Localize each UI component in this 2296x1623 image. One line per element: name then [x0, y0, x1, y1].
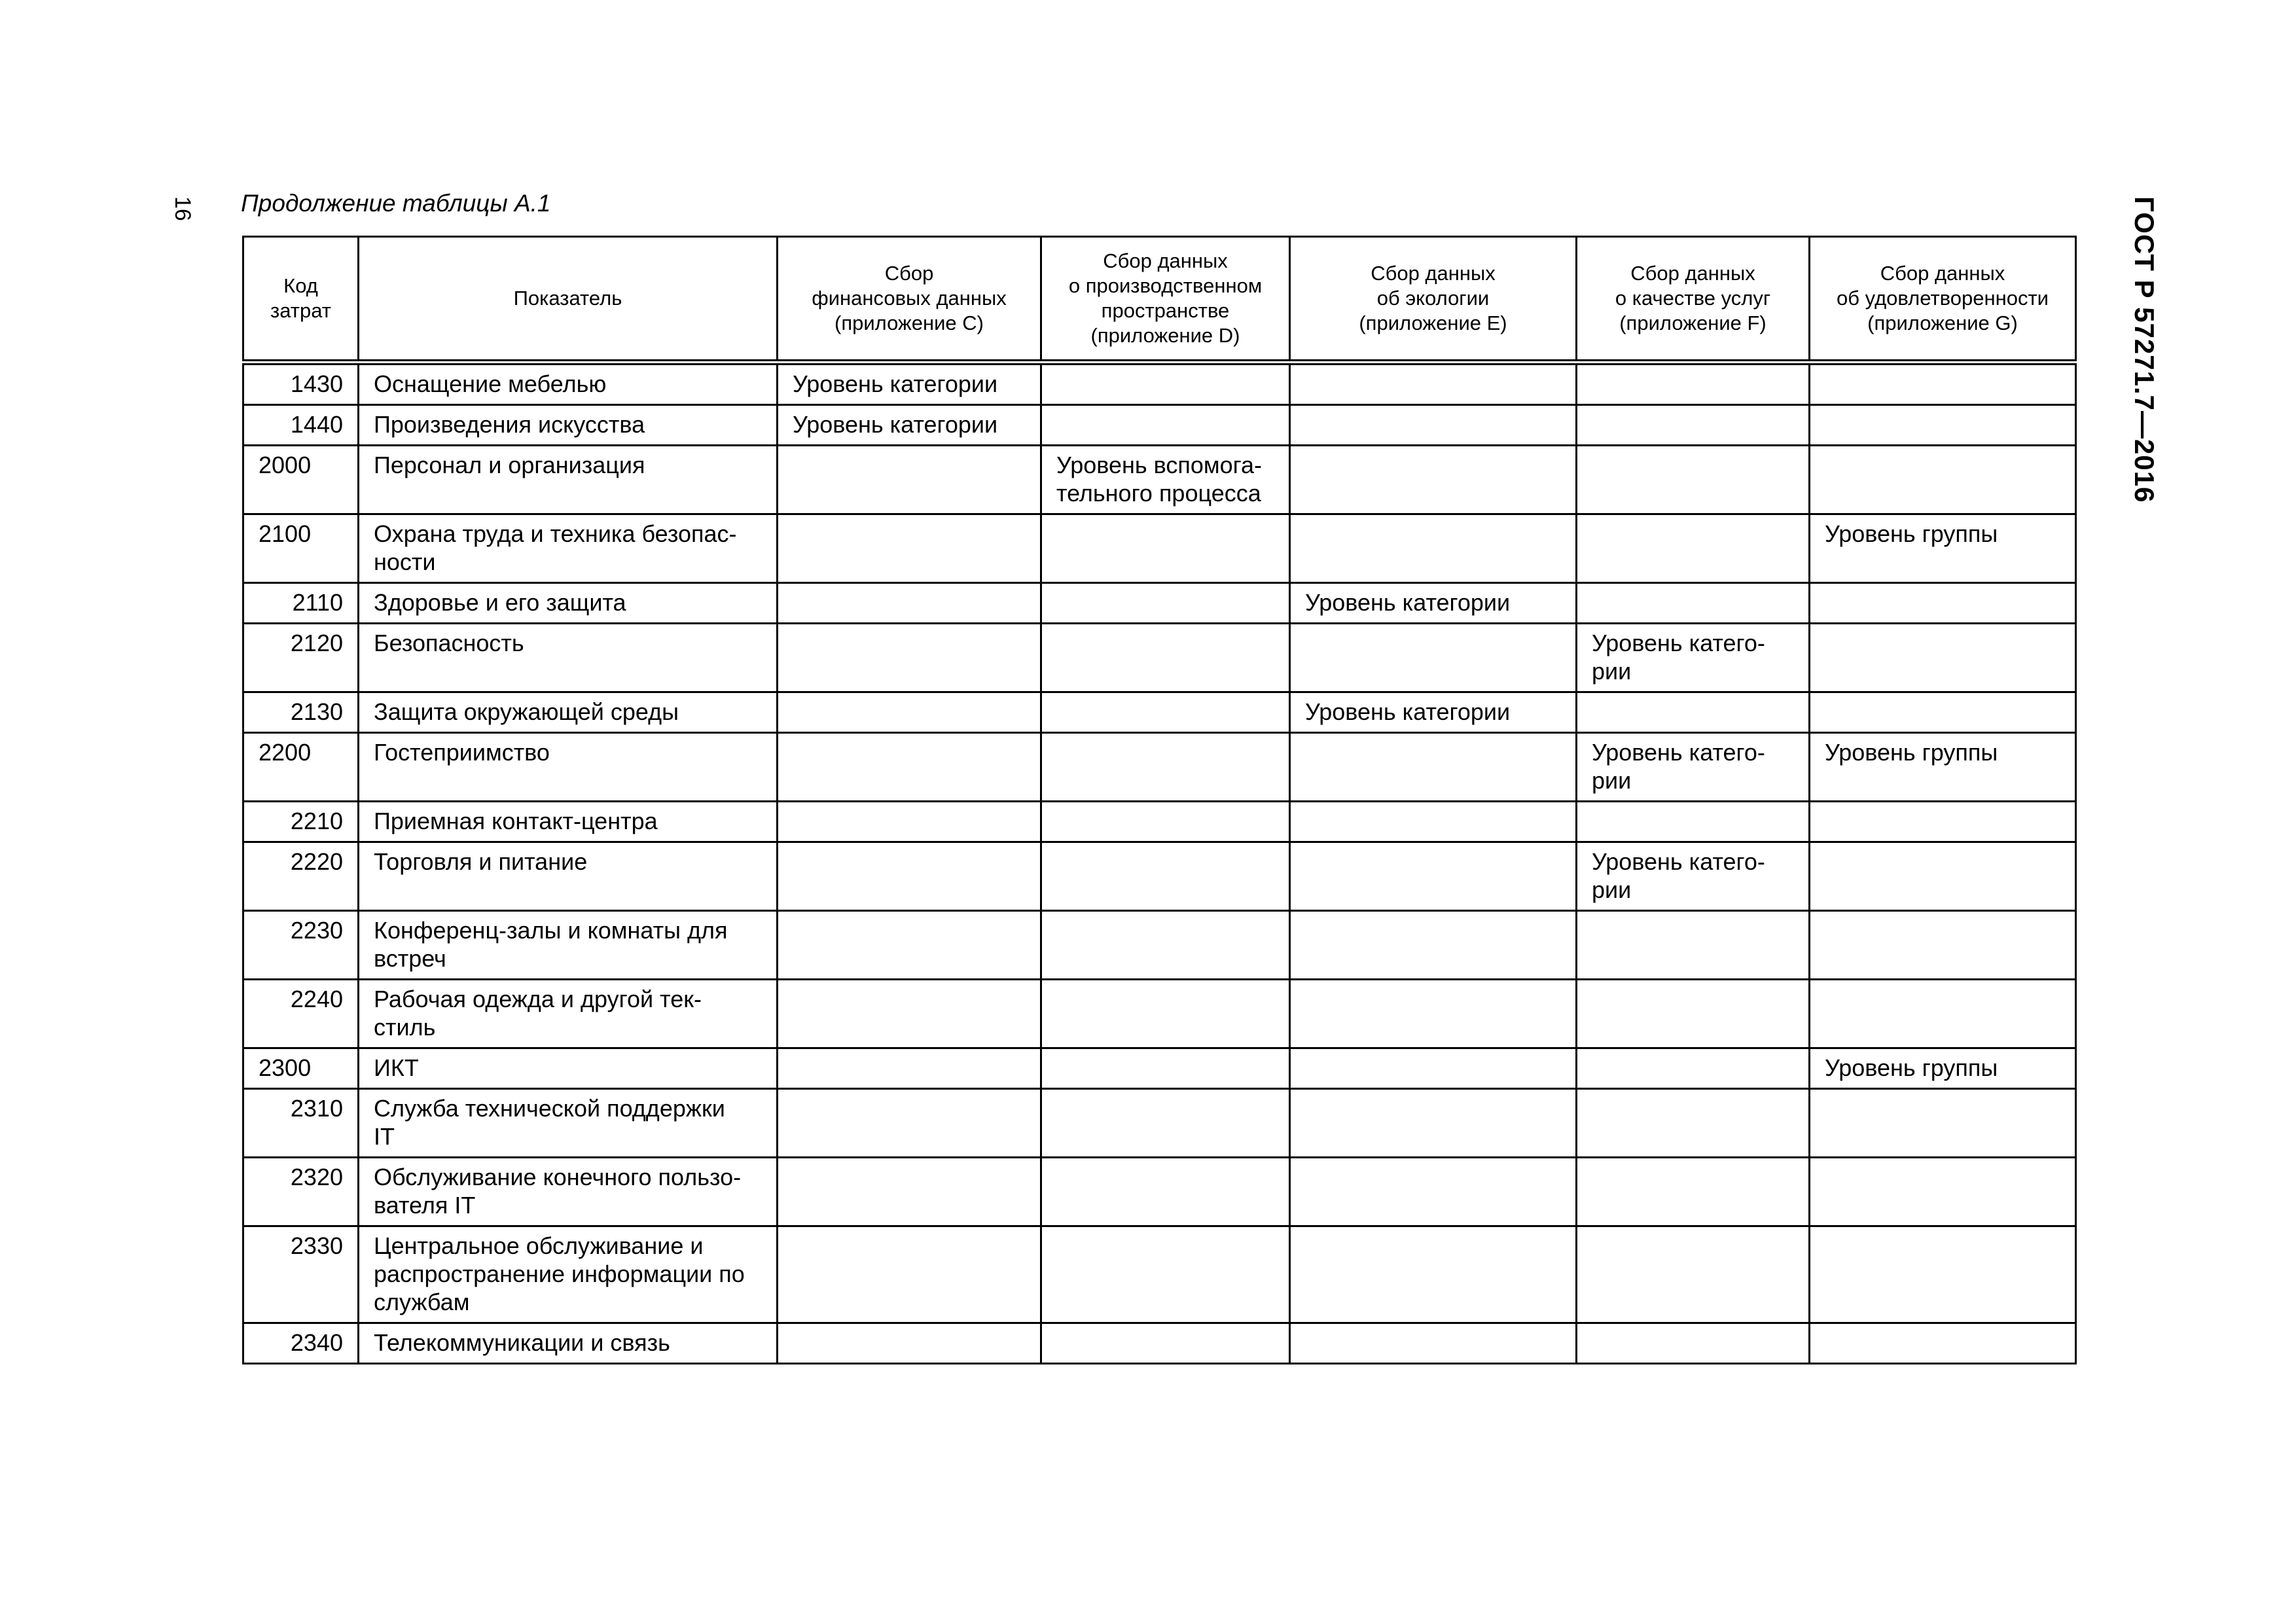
cell-satisfaction: Уровень группы	[1810, 514, 2076, 583]
cell-ecology	[1290, 802, 1577, 842]
cell-quality	[1577, 980, 1810, 1048]
page-number: 16	[170, 196, 195, 221]
cell-financial	[778, 624, 1041, 692]
cell-indicator: Охрана труда и техника безопас- ности	[359, 514, 778, 583]
cell-indicator: Телекоммуникации и связь	[359, 1323, 778, 1364]
cell-financial	[778, 583, 1041, 624]
cell-financial	[778, 1158, 1041, 1226]
cell-financial	[778, 514, 1041, 583]
table-caption: Продолжение таблицы А.1	[241, 190, 551, 217]
cell-quality	[1577, 1048, 1810, 1089]
cell-ecology	[1290, 1323, 1577, 1364]
table-row	[243, 733, 2076, 802]
cell-ecology	[1290, 624, 1577, 692]
table-row	[243, 980, 2076, 1048]
cell-quality	[1577, 1323, 1810, 1364]
cell-code: 2220	[243, 842, 359, 911]
cell-space	[1041, 692, 1290, 733]
cell-code: 1440	[243, 405, 359, 446]
cell-quality	[1577, 514, 1810, 583]
table-row	[243, 692, 2076, 733]
table-row	[243, 1226, 2076, 1323]
table-row	[243, 363, 2076, 405]
cell-quality: Уровень катего- рии	[1577, 624, 1810, 692]
cell-code: 2210	[243, 802, 359, 842]
cell-satisfaction	[1810, 405, 2076, 446]
cell-quality: Уровень катего- рии	[1577, 733, 1810, 802]
table-row	[243, 802, 2076, 842]
cell-indicator: Конференц-залы и комнаты для встреч	[359, 911, 778, 980]
cell-code: 2000	[243, 446, 359, 514]
cell-space: Уровень вспомога- тельного процесса	[1041, 446, 1290, 514]
header-financial-data: Сбор финансовых данных (приложение С)	[778, 237, 1041, 363]
cell-space	[1041, 911, 1290, 980]
cell-satisfaction	[1810, 911, 2076, 980]
table-row	[243, 1048, 2076, 1089]
cell-satisfaction	[1810, 1089, 2076, 1158]
cell-code: 2310	[243, 1089, 359, 1158]
cell-indicator: Защита окружающей среды	[359, 692, 778, 733]
cell-financial	[778, 1089, 1041, 1158]
cell-financial: Уровень категории	[778, 405, 1041, 446]
cell-indicator: Обслуживание конечного пользо- вателя IT	[359, 1158, 778, 1226]
table-row	[243, 446, 2076, 514]
cell-ecology	[1290, 446, 1577, 514]
cell-space	[1041, 802, 1290, 842]
cell-code: 2340	[243, 1323, 359, 1364]
cell-space	[1041, 842, 1290, 911]
cell-financial	[778, 1226, 1041, 1323]
cell-indicator: Здоровье и его защита	[359, 583, 778, 624]
cell-code: 2230	[243, 911, 359, 980]
cell-financial	[778, 1048, 1041, 1089]
cell-quality	[1577, 1089, 1810, 1158]
cell-ecology	[1290, 911, 1577, 980]
cell-indicator: Произведения искусства	[359, 405, 778, 446]
cell-space	[1041, 405, 1290, 446]
cell-indicator: ИКТ	[359, 1048, 778, 1089]
cell-satisfaction	[1810, 1226, 2076, 1323]
table-row	[243, 911, 2076, 980]
cell-space	[1041, 363, 1290, 405]
cell-indicator: Центральное обслуживание и распространение информации по службам	[359, 1226, 778, 1323]
header-space-data: Сбор данных о производственном пространстве (приложение D)	[1041, 237, 1290, 363]
cell-space	[1041, 1089, 1290, 1158]
standard-designation: ГОСТ Р 57271.7—2016	[2129, 196, 2160, 503]
table-row	[243, 1323, 2076, 1364]
table-row	[243, 1089, 2076, 1158]
cell-financial	[778, 911, 1041, 980]
cell-code: 2100	[243, 514, 359, 583]
cell-quality	[1577, 1158, 1810, 1226]
cell-satisfaction	[1810, 692, 2076, 733]
cell-quality	[1577, 363, 1810, 405]
cell-code: 2300	[243, 1048, 359, 1089]
cell-financial	[778, 446, 1041, 514]
cell-quality: Уровень катего- рии	[1577, 842, 1810, 911]
header-indicator: Показатель	[359, 237, 778, 363]
cell-indicator: Гостеприимство	[359, 733, 778, 802]
cell-quality	[1577, 405, 1810, 446]
cell-code: 2320	[243, 1158, 359, 1226]
cell-indicator: Безопасность	[359, 624, 778, 692]
cell-code: 2130	[243, 692, 359, 733]
cell-quality	[1577, 446, 1810, 514]
cell-financial	[778, 692, 1041, 733]
cell-financial	[778, 733, 1041, 802]
cell-indicator: Приемная контакт-центра	[359, 802, 778, 842]
cell-code: 2110	[243, 583, 359, 624]
cell-code: 2330	[243, 1226, 359, 1323]
cell-quality	[1577, 692, 1810, 733]
table-header-row	[243, 237, 2076, 363]
cell-indicator: Торговля и питание	[359, 842, 778, 911]
cell-satisfaction: Уровень группы	[1810, 733, 2076, 802]
cell-satisfaction	[1810, 624, 2076, 692]
header-ecology-data: Сбор данных об экологии (приложение Е)	[1290, 237, 1577, 363]
cell-ecology	[1290, 1226, 1577, 1323]
cell-code: 2200	[243, 733, 359, 802]
cell-indicator: Оснащение мебелью	[359, 363, 778, 405]
cell-financial	[778, 1323, 1041, 1364]
table-row	[243, 405, 2076, 446]
table-row	[243, 583, 2076, 624]
cell-satisfaction: Уровень группы	[1810, 1048, 2076, 1089]
cell-space	[1041, 514, 1290, 583]
cell-code: 2240	[243, 980, 359, 1048]
cell-space	[1041, 1323, 1290, 1364]
cell-space	[1041, 1048, 1290, 1089]
cell-satisfaction	[1810, 583, 2076, 624]
cell-indicator: Служба технической поддержки IT	[359, 1089, 778, 1158]
cell-financial	[778, 802, 1041, 842]
cell-ecology	[1290, 733, 1577, 802]
table-row	[243, 624, 2076, 692]
cell-ecology	[1290, 514, 1577, 583]
cell-ecology: Уровень категории	[1290, 583, 1577, 624]
cell-ecology: Уровень категории	[1290, 692, 1577, 733]
cell-code: 2120	[243, 624, 359, 692]
header-code: Код затрат	[243, 237, 359, 363]
table-row	[243, 514, 2076, 583]
table-row	[243, 842, 2076, 911]
cell-ecology	[1290, 842, 1577, 911]
cell-space	[1041, 1226, 1290, 1323]
cell-ecology	[1290, 1048, 1577, 1089]
cell-satisfaction	[1810, 980, 2076, 1048]
cell-quality	[1577, 911, 1810, 980]
cell-ecology	[1290, 363, 1577, 405]
cell-satisfaction	[1810, 363, 2076, 405]
cell-satisfaction	[1810, 446, 2076, 514]
cell-indicator: Рабочая одежда и другой тек- стиль	[359, 980, 778, 1048]
cell-financial: Уровень категории	[778, 363, 1041, 405]
cell-indicator: Персонал и организация	[359, 446, 778, 514]
cell-space	[1041, 583, 1290, 624]
header-quality-data: Сбор данных о качестве услуг (приложение F)	[1577, 237, 1810, 363]
cell-satisfaction	[1810, 802, 2076, 842]
cell-ecology	[1290, 1158, 1577, 1226]
cell-quality	[1577, 583, 1810, 624]
cell-space	[1041, 1158, 1290, 1226]
cell-space	[1041, 733, 1290, 802]
cell-ecology	[1290, 405, 1577, 446]
cell-space	[1041, 624, 1290, 692]
cell-quality	[1577, 802, 1810, 842]
cell-satisfaction	[1810, 1323, 2076, 1364]
cost-indicator-table	[242, 236, 2077, 1364]
cell-ecology	[1290, 980, 1577, 1048]
cell-ecology	[1290, 1089, 1577, 1158]
cell-financial	[778, 980, 1041, 1048]
cell-code: 1430	[243, 363, 359, 405]
cell-quality	[1577, 1226, 1810, 1323]
cell-satisfaction	[1810, 1158, 2076, 1226]
table-row	[243, 1158, 2076, 1226]
cell-satisfaction	[1810, 842, 2076, 911]
cell-financial	[778, 842, 1041, 911]
header-satisfaction-data: Сбор данных об удовлетворенности (приложение G)	[1810, 237, 2076, 363]
cell-space	[1041, 980, 1290, 1048]
